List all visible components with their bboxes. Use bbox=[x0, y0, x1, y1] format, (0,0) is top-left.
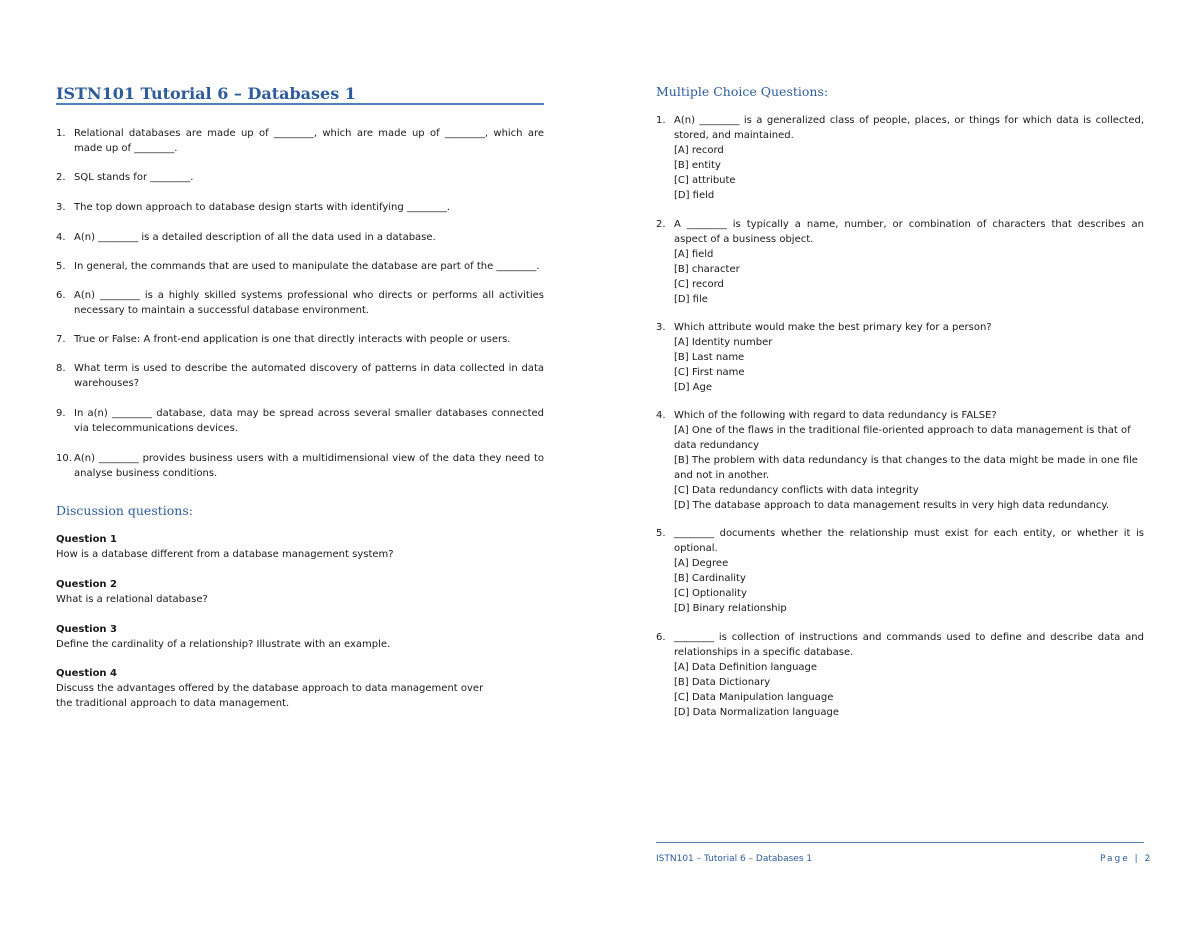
mcq-6: 6. ________ is collection of instructions and commands used to define and describe data and relationships in a specific database. [A] Data Definition language [B] Data Dictionary [C] Data Manipulation language [D] Data Normalization language bbox=[656, 632, 1144, 718]
discussion-heading: Discussion questions: bbox=[56, 503, 193, 518]
mcq-2: 2. A ________ is typically a name, number, or combination of characters that describes an aspect of a business object. [A] field [B] character [C] record [D] file bbox=[656, 219, 1144, 305]
title-divider bbox=[56, 103, 544, 105]
mcq-1: 1. A(n) ________ is a generalized class of people, places, or things for which data is collected, stored, and maintained. [A] record [B] entity [C] attribute [D] field bbox=[656, 115, 1144, 201]
footer-divider bbox=[656, 842, 1144, 843]
question-5: 5. In general, the commands that are used to manipulate the database are part of the ________. bbox=[56, 261, 540, 272]
mcq-5: 5. ________ documents whether the relationship must exist for each entity, or whether it is optional. [A] Degree [B] Cardinality [C] Optionality [D] Binary relationship bbox=[656, 528, 1144, 614]
discussion-question-2: Question 2 What is a relational database? bbox=[56, 579, 208, 605]
mcq-heading: Multiple Choice Questions: bbox=[656, 84, 829, 99]
question-2: 2. SQL stands for ________. bbox=[56, 172, 194, 183]
question-10: 10. A(n) ________ provides business users with a multidimensional view of the data they need to analyse business conditions. bbox=[56, 453, 544, 479]
question-9: 9. In a(n) ________ database, data may be spread across several smaller databases connected via telecommunications devices. bbox=[56, 408, 544, 434]
footer-title: ISTN101 – Tutorial 6 – Databases 1 bbox=[656, 854, 813, 864]
question-1: 1. Relational databases are made up of ________, which are made up of ________, which are made up of ________. bbox=[56, 128, 544, 154]
question-7: 7. True or False: A front-end application is one that directly interacts with people or users. bbox=[56, 334, 511, 345]
mcq-3: 3. Which attribute would make the best primary key for a person? [A] Identity number [B] Last name [C] First name [D] Age bbox=[656, 322, 992, 393]
discussion-question-3: Question 3 Define the cardinality of a relationship? Illustrate with an example. bbox=[56, 624, 391, 650]
page-number: Page | 2 bbox=[1100, 854, 1153, 864]
discussion-question-4: Question 4 Discuss the advantages offered by the database approach to data management over the traditional approach to data management. bbox=[56, 668, 484, 709]
mcq-4: 4. Which of the following with regard to data redundancy is FALSE? [A] One of the flaws in the traditional file-oriented approach to data management is that of data redundancy [B] The problem with data redundancy is that changes to the data might be made in one file and not in another. [C] Data redundancy conflicts with data integrity [D] The database approach to data management results in very high data redundancy. bbox=[656, 410, 1138, 511]
question-8: 8. What term is used to describe the automated discovery of patterns in data collected in data warehouses? bbox=[56, 363, 544, 389]
discussion-question-1: Question 1 How is a database different from a database management system? bbox=[56, 534, 394, 560]
question-4: 4. A(n) ________ is a detailed description of all the data used in a database. bbox=[56, 232, 436, 243]
question-3: 3. The top down approach to database design starts with identifying ________. bbox=[56, 202, 451, 213]
page-title: ISTN101 Tutorial 6 – Databases 1 bbox=[56, 84, 356, 103]
question-6: 6. A(n) ________ is a highly skilled systems professional who directs or performs all activities necessary to maintain a successful database environment. bbox=[56, 290, 544, 316]
